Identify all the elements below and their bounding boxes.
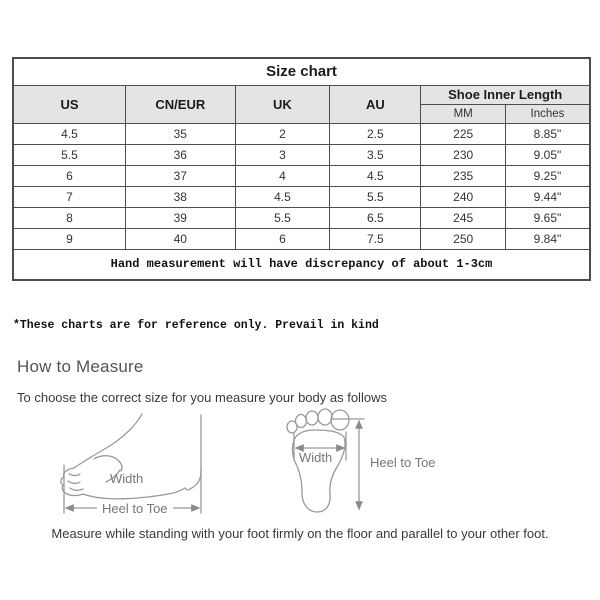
- cell-inches: 9.44": [505, 186, 590, 207]
- side-view-width-label: Width: [110, 471, 144, 486]
- table-row: [13, 207, 590, 228]
- table-footnote: Hand measurement will have discrepancy of about 1-3cm: [13, 249, 590, 280]
- top-view-heel-to-toe-label: Heel to Toe: [370, 455, 436, 470]
- cell-mm: 225: [421, 123, 506, 144]
- column-header-au: AU: [330, 85, 421, 123]
- column-header-inches: Inches: [505, 104, 590, 123]
- table-row: [13, 186, 590, 207]
- cell-us: 8: [13, 207, 126, 228]
- size-chart-title: Size chart: [13, 58, 590, 85]
- cell-uk: 2: [235, 123, 330, 144]
- foot-top-view-diagram: [283, 408, 368, 518]
- cell-mm: 245: [421, 207, 506, 228]
- cell-uk: 6: [235, 228, 330, 249]
- measure-caption: Measure while standing with your foot firmly on the floor and parallel to your other foot.: [51, 526, 549, 541]
- cell-us: 4.5: [13, 123, 126, 144]
- cell-us: 9: [13, 228, 126, 249]
- column-header-cn-eur: CN/EUR: [126, 85, 236, 123]
- cell-cn-eur: 36: [126, 144, 236, 165]
- cell-mm: 250: [421, 228, 506, 249]
- cell-mm: 235: [421, 165, 506, 186]
- column-header-uk: UK: [235, 85, 330, 123]
- cell-cn-eur: 40: [126, 228, 236, 249]
- cell-cn-eur: 35: [126, 123, 236, 144]
- table-row: [13, 123, 590, 144]
- table-row: [13, 165, 590, 186]
- cell-us: 7: [13, 186, 126, 207]
- cell-au: 5.5: [330, 186, 421, 207]
- cell-us: 6: [13, 165, 126, 186]
- column-header-us: US: [13, 85, 126, 123]
- cell-uk: 5.5: [235, 207, 330, 228]
- cell-inches: 9.65": [505, 207, 590, 228]
- measure-instruction: To choose the correct size for you measure your body as follows: [17, 390, 387, 405]
- cell-uk: 4.5: [235, 186, 330, 207]
- cell-mm: 240: [421, 186, 506, 207]
- cell-inches: 9.84": [505, 228, 590, 249]
- how-to-measure-heading: How to Measure: [17, 357, 144, 376]
- cell-cn-eur: 39: [126, 207, 236, 228]
- reference-note: *These charts are for reference only. Prevail in kind: [13, 319, 379, 332]
- foot-side-view-diagram: [58, 413, 213, 518]
- cell-au: 2.5: [330, 123, 421, 144]
- cell-au: 7.5: [330, 228, 421, 249]
- column-header-mm: MM: [421, 104, 506, 123]
- cell-mm: 230: [421, 144, 506, 165]
- column-header-shoe-inner-length: Shoe Inner Length: [421, 85, 590, 104]
- size-chart-table: [12, 57, 591, 281]
- cell-us: 5.5: [13, 144, 126, 165]
- top-view-width-label: Width: [299, 450, 333, 465]
- cell-au: 6.5: [330, 207, 421, 228]
- cell-uk: 4: [235, 165, 330, 186]
- side-view-heel-to-toe-label: Heel to Toe: [97, 501, 173, 516]
- size-chart-section: [12, 57, 591, 281]
- table-row: [13, 228, 590, 249]
- cell-au: 4.5: [330, 165, 421, 186]
- cell-cn-eur: 38: [126, 186, 236, 207]
- table-row: [13, 144, 590, 165]
- cell-inches: 8.85": [505, 123, 590, 144]
- cell-inches: 9.25": [505, 165, 590, 186]
- cell-cn-eur: 37: [126, 165, 236, 186]
- cell-inches: 9.05": [505, 144, 590, 165]
- cell-uk: 3: [235, 144, 330, 165]
- cell-au: 3.5: [330, 144, 421, 165]
